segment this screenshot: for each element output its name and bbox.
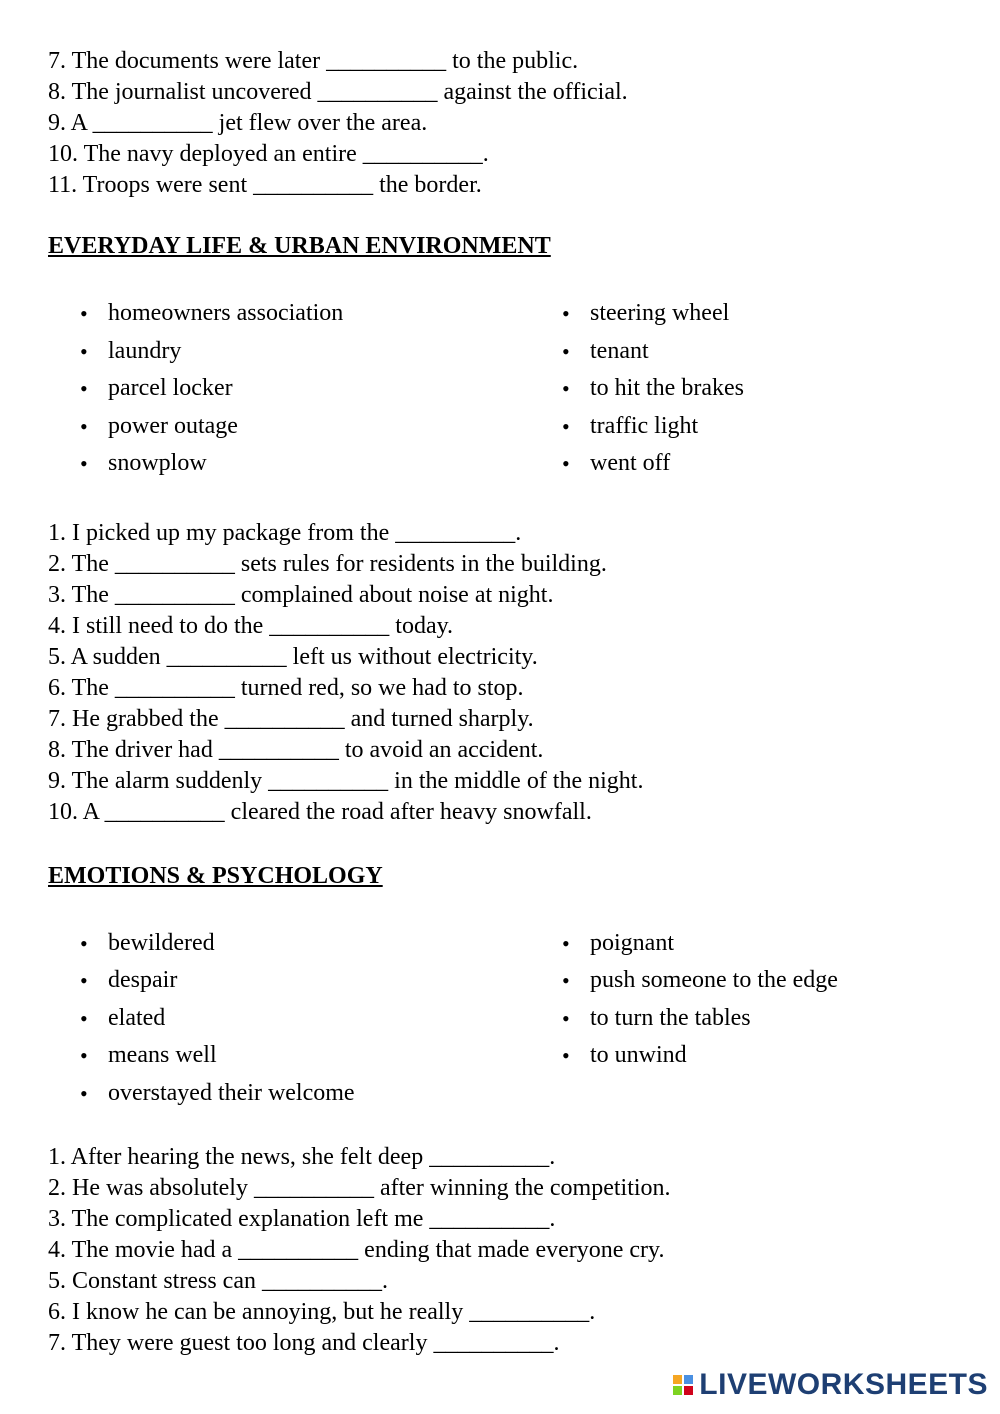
- bullet-icon: •: [80, 1005, 88, 1031]
- word-bank-item: [80, 1037, 562, 1075]
- word-bank-item: [80, 333, 562, 371]
- word-bank-label: poignant: [590, 929, 674, 956]
- section-heading-emotions: EMOTIONS & PSYCHOLOGY: [48, 862, 383, 889]
- bullet-icon: •: [562, 451, 570, 476]
- word-bank-left-column: [48, 295, 562, 483]
- worksheet-page: [48, 46, 978, 1359]
- word-bank-label: to hit the brakes: [590, 375, 744, 401]
- logo-square: [673, 1386, 682, 1395]
- section1-sentences: [48, 46, 978, 201]
- sentence: 1. I picked up my package from the __________.: [48, 519, 522, 546]
- word-bank-label: snowplow: [108, 450, 207, 476]
- sentence: 7. The documents were later __________ to the public.: [48, 48, 579, 74]
- bullet-icon: •: [562, 1005, 570, 1031]
- word-bank-label: parcel locker: [108, 375, 233, 401]
- sentence: 7. They were guest too long and clearly __________.: [48, 1330, 560, 1356]
- bullet-icon: •: [562, 301, 570, 326]
- word-bank-label: means well: [108, 1042, 217, 1068]
- word-bank-item: [80, 925, 562, 963]
- word-bank-label: to turn the tables: [590, 1004, 751, 1031]
- word-bank-item: [562, 333, 978, 371]
- sentence: 1. After hearing the news, she felt deep __________.: [48, 1144, 556, 1170]
- word-bank-item: [562, 1037, 978, 1075]
- bullet-icon: •: [80, 968, 88, 993]
- word-bank-label: homeowners association: [108, 300, 344, 326]
- sentence: 4. I still need to do the __________ today.: [48, 612, 454, 639]
- word-bank-label: steering wheel: [590, 300, 730, 326]
- word-bank-item: [562, 962, 978, 1000]
- word-bank-label: despair: [108, 967, 178, 993]
- sentence: 9. A __________ jet flew over the area.: [48, 110, 428, 136]
- word-bank-label: tenant: [590, 337, 649, 364]
- bullet-icon: •: [80, 413, 88, 439]
- word-bank-item: [80, 408, 562, 446]
- word-bank-item: [562, 445, 978, 483]
- sentence: 5. A sudden __________ left us without electricity.: [48, 643, 538, 670]
- word-bank-label: push someone to the edge: [590, 967, 838, 993]
- sentence: 10. The navy deployed an entire __________.: [48, 141, 489, 167]
- sentence: 4. The movie had a __________ ending that made everyone cry.: [48, 1237, 665, 1263]
- sentence: 3. The __________ complained about noise at night.: [48, 581, 554, 608]
- word-bank-item: [562, 925, 978, 963]
- sentence: 11. Troops were sent __________ the border.: [48, 172, 482, 198]
- word-bank-item: [562, 295, 978, 333]
- sentence: 2. The __________ sets rules for residents in the building.: [48, 550, 607, 577]
- logo-text: LIVEWORKSHEETS: [699, 1368, 988, 1401]
- sentence: 2. He was absolutely __________ after winning the competition.: [48, 1175, 671, 1201]
- sentence: 9. The alarm suddenly __________ in the middle of the night.: [48, 767, 644, 794]
- word-bank-label: traffic light: [590, 412, 699, 439]
- bullet-icon: •: [562, 376, 570, 401]
- bullet-icon: •: [80, 1043, 88, 1068]
- word-bank-label: laundry: [108, 337, 182, 364]
- word-bank-right-column: [562, 925, 978, 1113]
- bullet-icon: •: [80, 338, 88, 364]
- word-bank-label: overstayed their welcome: [108, 1079, 355, 1106]
- sentence: 5. Constant stress can __________.: [48, 1268, 388, 1294]
- bullet-icon: •: [562, 1043, 570, 1068]
- logo-square: [684, 1375, 693, 1384]
- word-bank-item: [80, 295, 562, 333]
- bullet-icon: •: [562, 338, 570, 364]
- word-bank-item: [80, 370, 562, 408]
- word-bank-item: [80, 1075, 562, 1113]
- word-bank-emotions: [48, 925, 978, 1113]
- bullet-icon: •: [80, 301, 88, 326]
- sentence: 7. He grabbed the __________ and turned sharply.: [48, 705, 534, 732]
- sentence: 6. I know he can be annoying, but he really __________.: [48, 1299, 596, 1325]
- section3-sentences: [48, 1142, 978, 1359]
- word-bank-item: [562, 1000, 978, 1038]
- section-heading-urban: EVERYDAY LIFE & URBAN ENVIRONMENT: [48, 233, 551, 259]
- bullet-icon: •: [80, 376, 88, 401]
- section2-sentences: [48, 518, 978, 828]
- logo-square: [673, 1375, 682, 1384]
- word-bank-item: [80, 445, 562, 483]
- liveworksheets-logo-icon: [673, 1375, 693, 1395]
- word-bank-label: bewildered: [108, 929, 215, 956]
- bullet-icon: •: [80, 1080, 88, 1106]
- sentence: 3. The complicated explanation left me __________.: [48, 1206, 556, 1232]
- word-bank-label: to unwind: [590, 1042, 687, 1068]
- bullet-icon: •: [562, 413, 570, 439]
- word-bank-item: [562, 408, 978, 446]
- word-bank-label: went off: [590, 450, 671, 476]
- sentence: 8. The driver had __________ to avoid an accident.: [48, 736, 544, 763]
- bullet-icon: •: [80, 451, 88, 476]
- bullet-icon: •: [562, 968, 570, 993]
- bullet-icon: •: [562, 930, 570, 956]
- bullet-icon: •: [80, 930, 88, 956]
- word-bank-item: [562, 370, 978, 408]
- liveworksheets-logo[interactable]: [673, 1368, 988, 1402]
- word-bank-label: elated: [108, 1004, 166, 1031]
- word-bank-item: [80, 962, 562, 1000]
- sentence: 6. The __________ turned red, so we had to stop.: [48, 674, 524, 701]
- word-bank-left-column: [48, 925, 562, 1113]
- sentence: 10. A __________ cleared the road after heavy snowfall.: [48, 798, 592, 825]
- word-bank-item: [80, 1000, 562, 1038]
- word-bank-urban: [48, 295, 978, 483]
- word-bank-label: power outage: [108, 412, 238, 439]
- sentence: 8. The journalist uncovered __________ against the official.: [48, 79, 628, 105]
- logo-square: [684, 1386, 693, 1395]
- word-bank-right-column: [562, 295, 978, 483]
